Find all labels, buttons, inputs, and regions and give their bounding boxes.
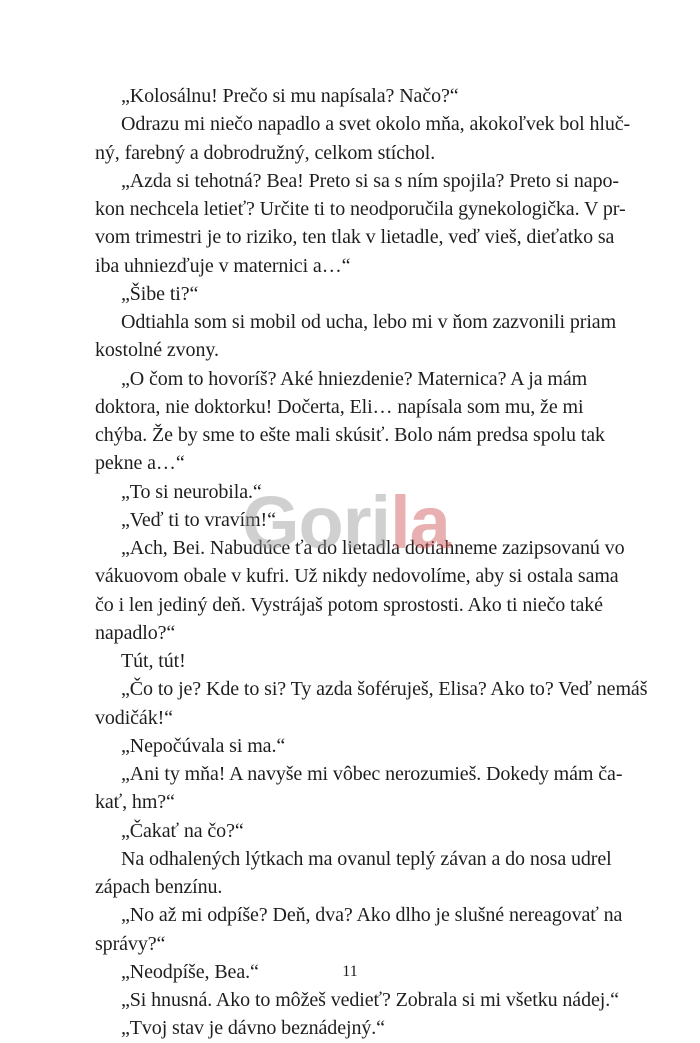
text-line: ný, farebný a dobrodružný, celkom stíchol. [95, 141, 436, 164]
text-line: iba uhniezďuje v maternici a…“ [95, 254, 351, 277]
text-line: „Neodpíše, Bea.“ [121, 960, 259, 983]
text-line: „No až mi odpíše? Deň, dva? Ako dlho je slušné nereagovať na [121, 904, 623, 927]
text-line: Na odhalených lýtkach ma ovanul teplý závan a do nosa udrel [121, 847, 612, 870]
text-line: „Ach, Bei. Nabudúce ťa do lietadla dotiahneme zazipsovanú vo [121, 537, 625, 559]
page-number: 11 [342, 963, 358, 980]
text-line: „Čakať na čo?“ [121, 819, 244, 842]
text-line: kon nechcela letieť? Určite ti to neodporučila gynekologička. V pr- [95, 198, 626, 220]
text-line: „To si neurobila.“ [121, 480, 262, 503]
text-line: napadlo?“ [95, 621, 176, 644]
text-line: „Šibe ti?“ [121, 282, 199, 305]
text-line: chýba. Že by sme to ešte mali skúsiť. Bolo nám predsa spolu tak [95, 424, 605, 446]
text-line: „Tvoj stav je dávno beznádejný.“ [121, 1017, 385, 1040]
text-line: „Veď ti to vravím!“ [121, 508, 276, 531]
text-line: pekne a…“ [95, 452, 185, 475]
text-line: zápach benzínu. [95, 876, 223, 898]
text-line: Odtiahla som si mobil od ucha, lebo mi v ňom zazvonili priam [121, 311, 617, 333]
text-line: Tút, tút! [121, 650, 186, 672]
text-line: doktora, nie doktorku! Dočerta, Eli… napísala som mu, že mi [95, 395, 584, 418]
text-line: vodičák!“ [95, 706, 173, 729]
text-line: „Kolosálnu! Prečo si mu napísala? Načo?“ [121, 85, 459, 107]
text-line: „Nepočúvala si ma.“ [121, 734, 286, 757]
text-line: vom trimestri je to riziko, ten tlak v lietadle, veď vieš, dieťatko sa [95, 226, 615, 249]
watermark-text-part2: la [390, 481, 450, 564]
text-line: „Azda si tehotná? Bea! Preto si sa s ním spojila? Preto si napo- [121, 169, 619, 192]
text-line: kať, hm?“ [95, 791, 175, 814]
text-line: „Čo to je? Kde to si? Ty azda šoféruješ, Elisa? Ako to? Veď nemáš [121, 678, 648, 701]
text-line: „Ani ty mňa! A navyše mi vôbec nerozumieš. Dokedy mám ča- [121, 763, 623, 785]
text-line: Odrazu mi niečo napadlo a svet okolo mňa, akokoľvek bol hluč- [121, 113, 631, 136]
text-line: čo i len jediný deň. Vystrájaš potom sprostosti. Ako ti niečo také [95, 593, 603, 616]
text-line: vákuovom obale v kufri. Už nikdy nedovolíme, aby si ostala sama [95, 565, 619, 588]
text-line: správy?“ [95, 932, 166, 955]
text-line: „O čom to hovoríš? Aké hniezdenie? Maternica? A ja mám [121, 367, 588, 390]
text-line: kostolné zvony. [95, 339, 219, 362]
watermark-text-part1: Gori [242, 481, 391, 564]
text-line: „Si hnusná. Ako to môžeš vedieť? Zobrala si mi všetku nádej.“ [121, 989, 619, 1011]
body-text [95, 82, 648, 1043]
